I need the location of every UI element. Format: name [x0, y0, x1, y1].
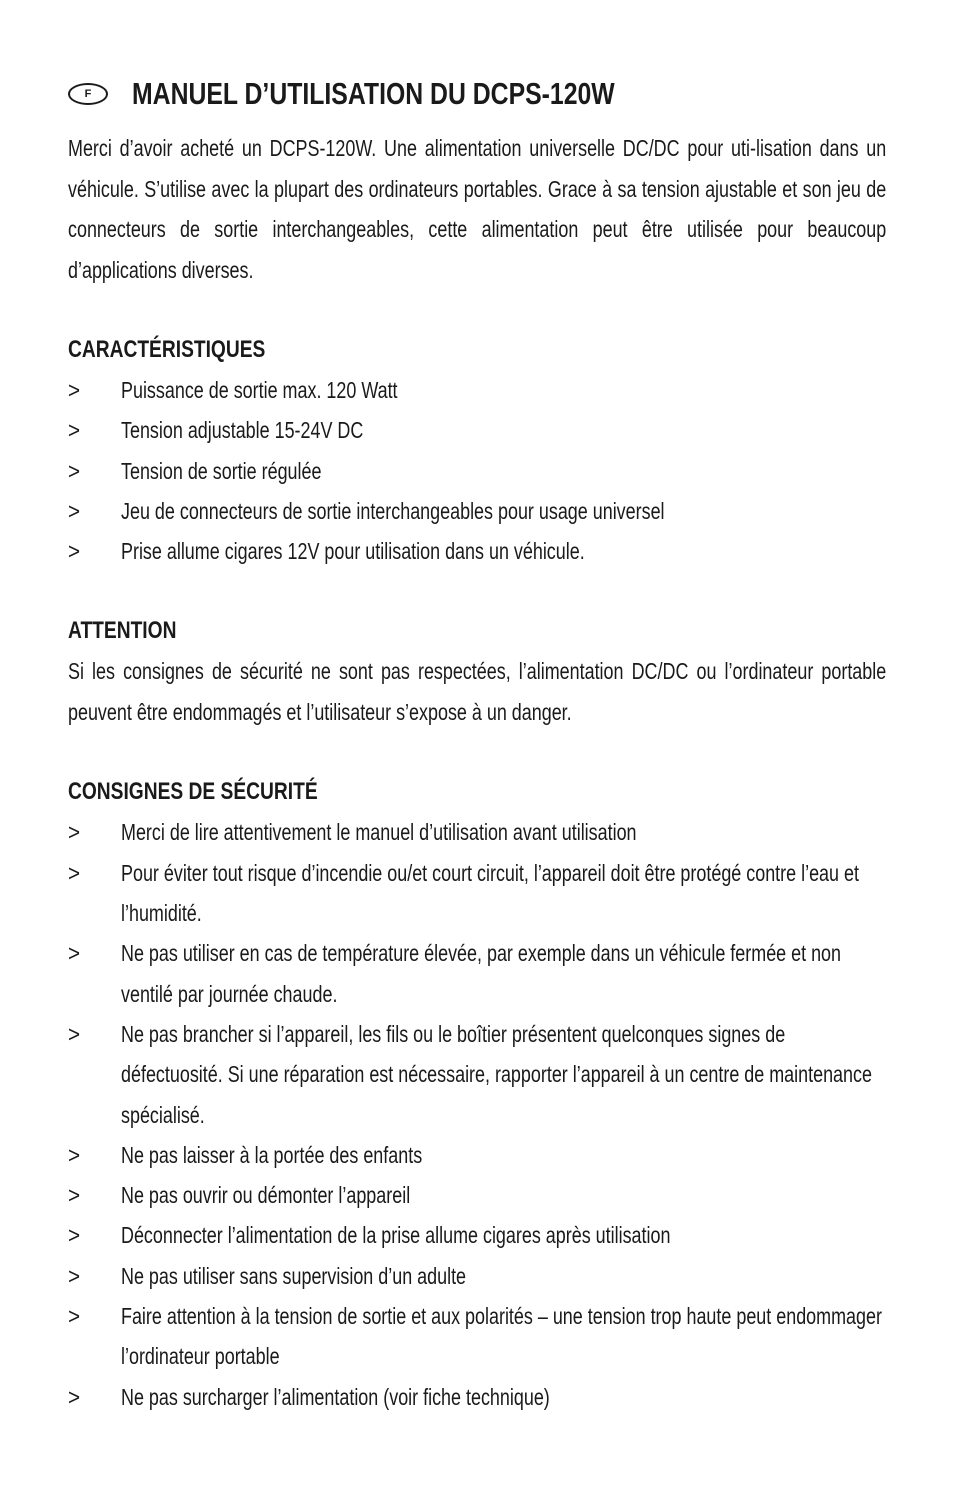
list-item-text: Ne pas surcharger l’alimentation (voir fiche technique) [121, 1383, 550, 1410]
list-item [68, 853, 886, 934]
bullet-marker: > [68, 859, 81, 886]
bullet-marker: > [68, 1020, 81, 1047]
bullet-marker: > [68, 497, 81, 524]
list-item [68, 1296, 886, 1377]
bullet-marker: > [68, 1303, 81, 1330]
bullet-marker: > [68, 1141, 81, 1168]
list-item-text: Jeu de connecteurs de sortie interchangeables pour usage universel [121, 497, 665, 524]
list-item [68, 410, 886, 450]
list-item-text: Tension adjustable 15-24V DC [121, 417, 364, 444]
list-item-text: Prise allume cigares 12V pour utilisation dans un véhicule. [121, 538, 585, 565]
bullet-marker: > [68, 819, 81, 846]
list-item [68, 1215, 886, 1255]
manual-page [68, 70, 886, 1417]
list-item [68, 1014, 886, 1135]
list-item [68, 1377, 886, 1417]
bullet-marker: > [68, 538, 81, 565]
bullet-marker: > [68, 940, 81, 967]
bullet-marker: > [68, 457, 81, 484]
list-item [68, 812, 886, 852]
list-item [68, 1175, 886, 1215]
intro-paragraph: Merci d’avoir acheté un DCPS-120W. Une alimentation universelle DC/DC pour uti-lisation dans un véhicule. S’utilise avec la plupart des ordinateurs portables. Grace à sa tension ajustable et son jeu de connecteurs de sortie interchangeables, cette alimentation peut être utilisée pour beaucoup d’applications diverses. [68, 135, 887, 283]
bullet-marker: > [68, 1383, 81, 1410]
list-item-text: Ne pas utiliser sans supervision d’un adulte [121, 1262, 467, 1289]
list-item [68, 933, 886, 1014]
list-item-text: Déconnecter l’alimentation de la prise allume cigares après utilisation [121, 1222, 671, 1249]
list-item-text: Faire attention à la tension de sortie et aux polarités – une tension trop haute peut endommager l’ordinateur portable [121, 1303, 882, 1370]
language-badge: F [68, 83, 108, 105]
attention-heading: ATTENTION [68, 617, 177, 645]
bullet-marker: > [68, 377, 81, 403]
list-item-text: Ne pas ouvrir ou démonter l’appareil [121, 1182, 411, 1209]
safety-list [68, 812, 886, 1416]
document-title: MANUEL D’UTILISATION DU DCPS-120W [132, 76, 615, 111]
bullet-marker: > [68, 1262, 81, 1289]
list-item [68, 531, 886, 571]
list-item-text: Pour éviter tout risque d’incendie ou/et court circuit, l’appareil doit être protégé contre l’eau et l’humidité. [121, 859, 859, 927]
title-row [68, 70, 886, 118]
safety-heading: CONSIGNES DE SÉCURITÉ [68, 778, 318, 806]
bullet-marker: > [68, 1182, 81, 1209]
list-item-text: Tension de sortie régulée [121, 457, 322, 484]
attention-paragraph: Si les consignes de sécurité ne sont pas respectées, l’alimentation DC/DC ou l’ordinateur portable peuvent être endommagés et l’utilisateur s’expose à un danger. [68, 658, 887, 725]
bullet-marker: > [68, 1222, 81, 1249]
features-list [68, 370, 886, 571]
list-item [68, 451, 886, 491]
list-item-text: Ne pas laisser à la portée des enfants [121, 1141, 423, 1168]
list-item [68, 370, 886, 410]
bullet-marker: > [68, 417, 81, 444]
list-item-text: Ne pas utiliser en cas de température élevée, par exemple dans un véhicule fermée et non ventilé par journée chaude. [121, 940, 842, 1007]
features-heading: CARACTÉRISTIQUES [68, 336, 266, 363]
list-item [68, 491, 886, 531]
list-item [68, 1135, 886, 1175]
list-item-text: Merci de lire attentivement le manuel d’utilisation avant utilisation [121, 819, 637, 846]
list-item [68, 1256, 886, 1296]
list-item-text: Puissance de sortie max. 120 Watt [121, 377, 398, 403]
list-item-text: Ne pas brancher si l’appareil, les fils ou le boîtier présentent quelconques signes de défectuosité. Si une réparation est nécessaire, rapporter l’appareil à un centre de maintenance spécialisé. [121, 1020, 872, 1128]
